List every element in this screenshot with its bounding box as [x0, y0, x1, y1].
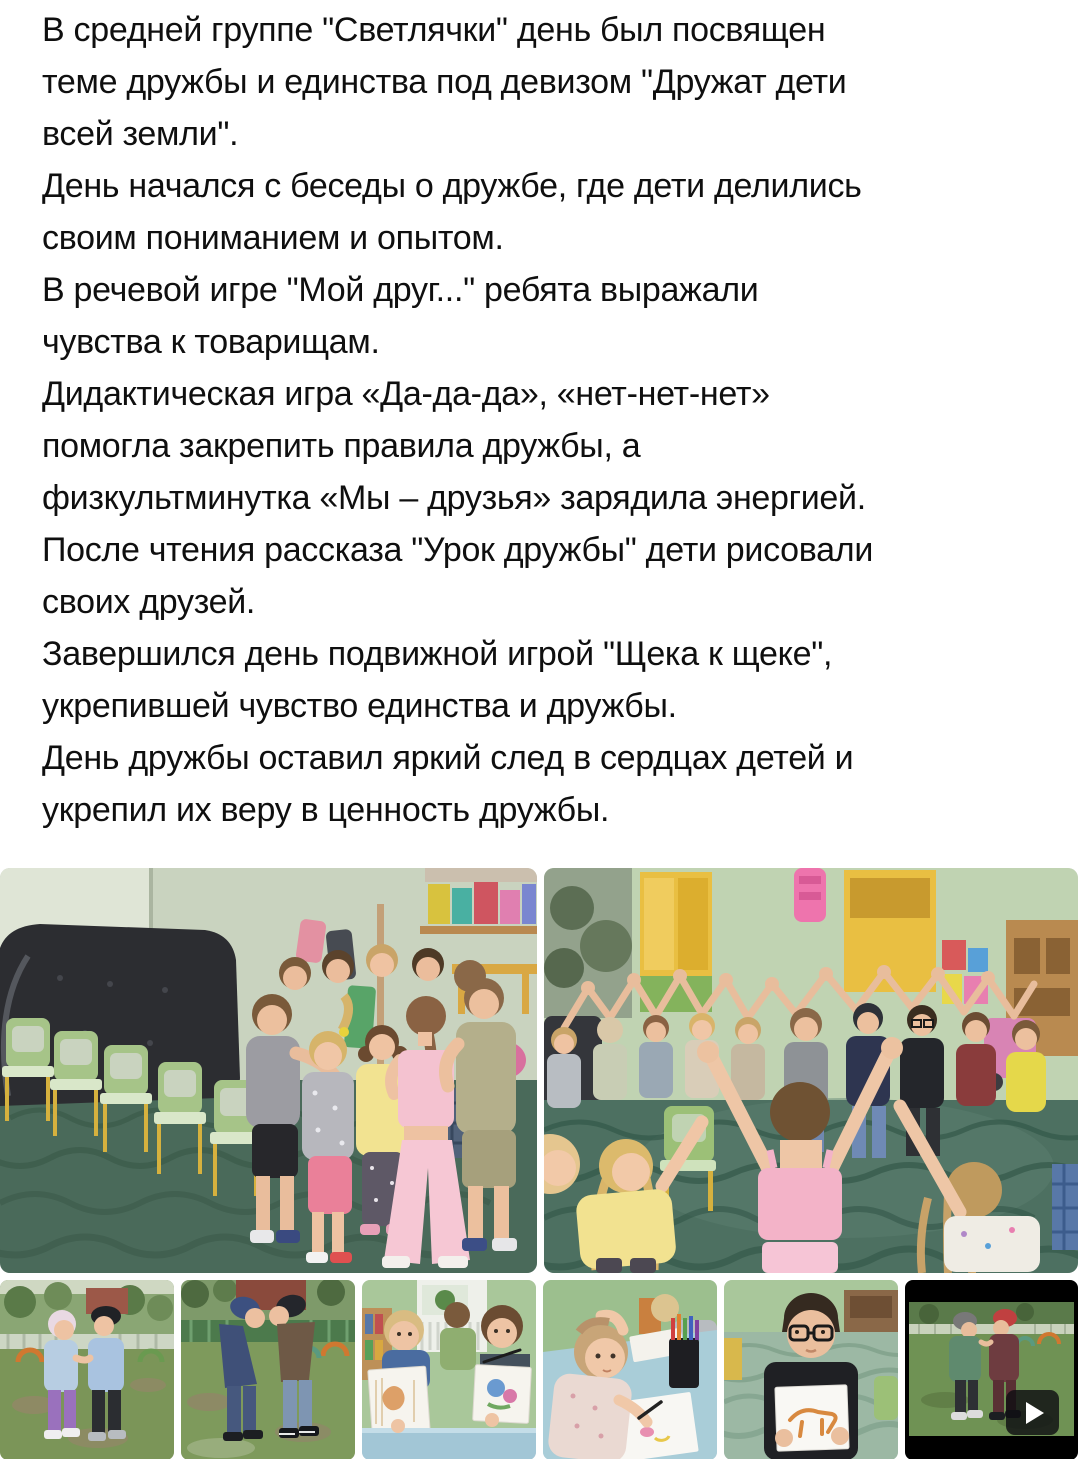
photo-circle-hands-up[interactable]: [544, 868, 1078, 1273]
video-thumbnail[interactable]: [905, 1280, 1078, 1459]
photo-illustration: [362, 1280, 536, 1459]
video-play-button[interactable]: [1006, 1390, 1059, 1435]
photo-girl-drawing[interactable]: [543, 1280, 717, 1459]
post-text-line: В средней группе "Светлячки" день был посвящен: [42, 11, 826, 49]
post-text-line: После чтения рассказа "Урок дружбы" дети рисовали: [42, 531, 874, 569]
post-text-line: своих друзей.: [42, 583, 256, 621]
post-text-line: всей земли".: [42, 115, 239, 153]
photo-group-hug[interactable]: [0, 868, 537, 1273]
photo-illustration: [544, 868, 1078, 1273]
post-text-line: теме дружбы и единства под девизом "Дружат дети: [42, 63, 847, 101]
post-text: [42, 4, 1058, 836]
post-text-line: В речевой игре "Мой друг..." ребята выражали: [42, 271, 759, 309]
post-text-line: День начался с беседы о дружбе, где дети делились: [42, 167, 862, 205]
photo-boy-glasses[interactable]: [724, 1280, 898, 1459]
post-text-line: Дидактическая игра «Да-да-да», «нет-нет-нет»: [42, 375, 770, 413]
photo-boys-foreheads[interactable]: [181, 1280, 355, 1459]
post-text-line: Завершился день подвижной игрой "Щека к щеке",: [42, 635, 833, 673]
post-text-line: своим пониманием и опытом.: [42, 219, 504, 257]
post-text-line: укрепившей чувство единства и дружбы.: [42, 687, 677, 725]
post-text-line: укрепил их веру в ценность дружбы.: [42, 791, 610, 829]
photo-pair-dance[interactable]: [0, 1280, 174, 1459]
photo-boys-drawings[interactable]: [362, 1280, 536, 1459]
photo-illustration: [181, 1280, 355, 1459]
photo-illustration: [724, 1280, 898, 1459]
photo-illustration: [0, 868, 537, 1273]
photo-illustration: [543, 1280, 717, 1459]
play-icon: [1026, 1402, 1044, 1424]
post-text-line: физкультминутка «Мы – друзья» зарядила энергией.: [42, 479, 866, 517]
photo-illustration: [0, 1280, 174, 1459]
post-text-line: чувства к товарищам.: [42, 323, 380, 361]
post-text-line: помогла закрепить правила дружбы, а: [42, 427, 641, 465]
post-text-line: День дружбы оставил яркий след в сердцах детей и: [42, 739, 854, 777]
